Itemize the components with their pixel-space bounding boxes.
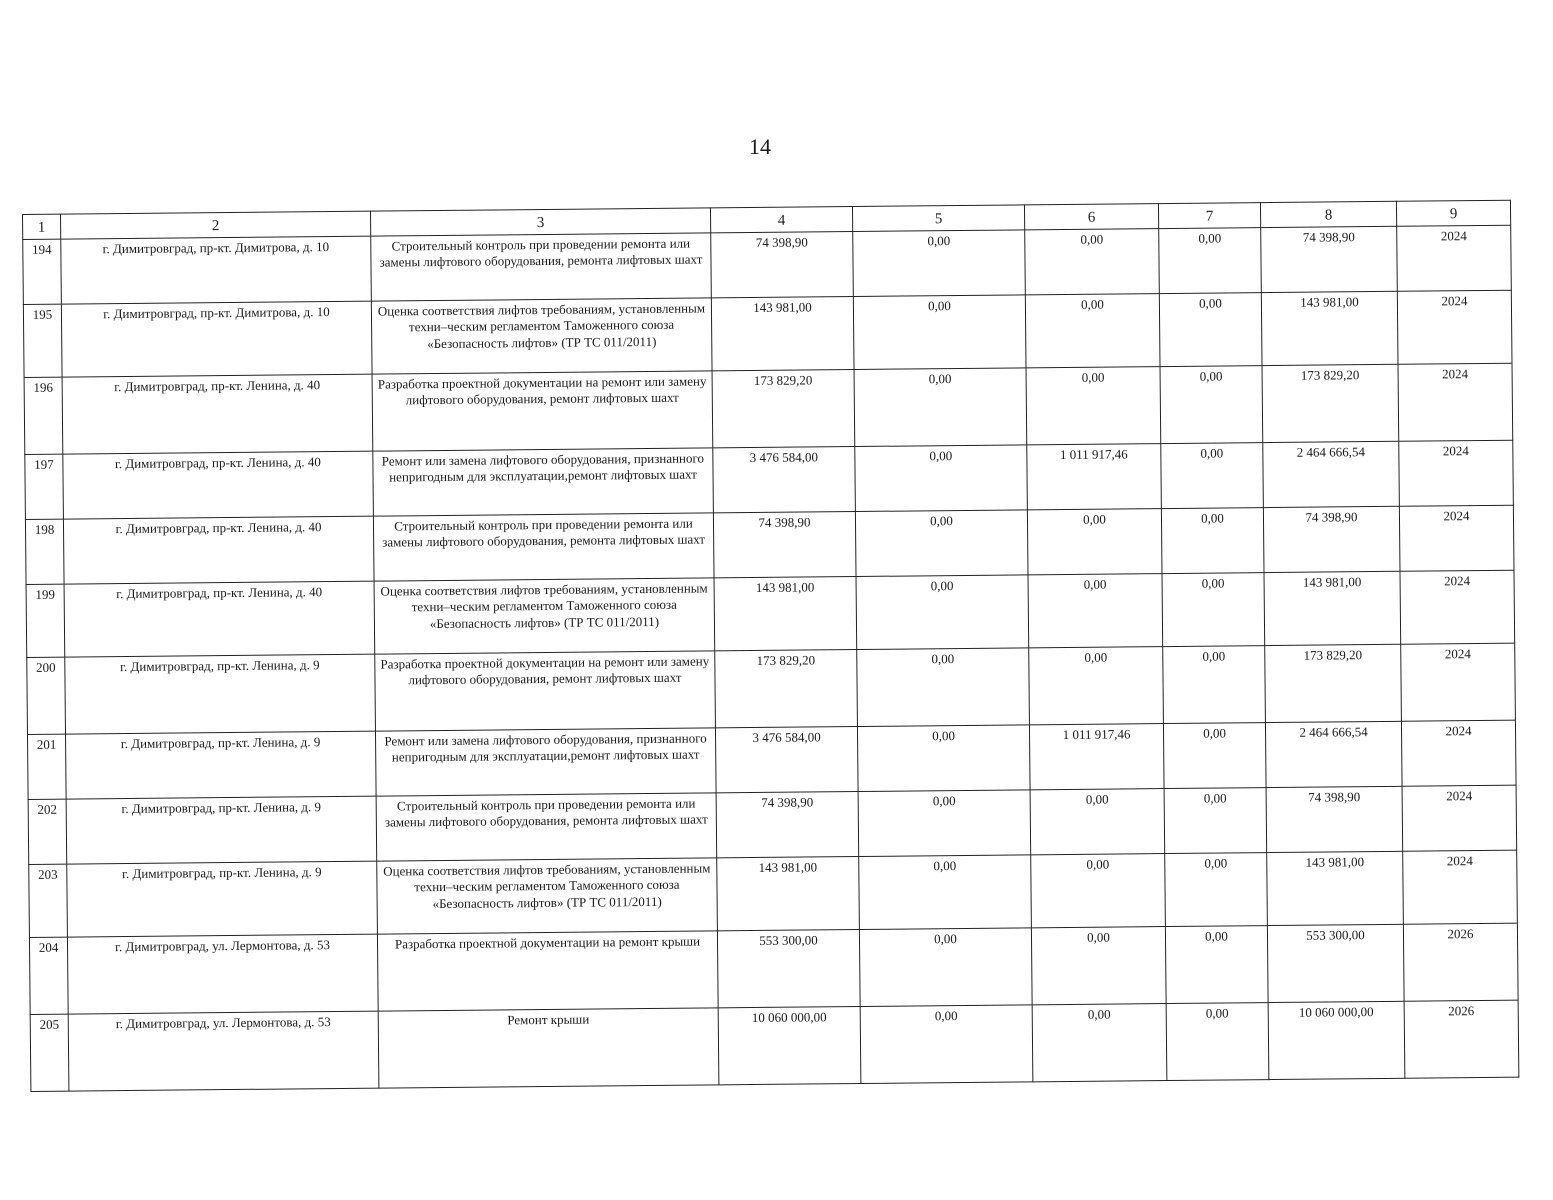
row-work-type: Ремонт или замена лифтового оборудования, признанного непригодным для эксплуатации,ремонт лифтовых шахт (373, 448, 714, 516)
row-value-col5: 0,00 (853, 295, 1026, 370)
row-number: 201 (27, 734, 66, 799)
row-year: 2024 (1399, 505, 1514, 571)
row-year: 2024 (1401, 720, 1516, 786)
row-number: 204 (29, 937, 68, 1014)
row-number: 203 (29, 864, 68, 937)
column-number: 2 (61, 211, 371, 239)
column-number: 9 (1396, 200, 1510, 226)
row-address: г. Димитровград, ул. Лермонтова, д. 53 (67, 934, 378, 1014)
row-number: 199 (26, 584, 65, 657)
row-value-col4: 553 300,00 (717, 929, 860, 1007)
row-year: 2024 (1402, 785, 1517, 851)
row-value-col8: 2 464 666,54 (1263, 441, 1400, 507)
row-address: г. Димитровград, пр-кт. Ленина, д. 40 (64, 581, 375, 657)
row-year: 2024 (1400, 570, 1515, 644)
row-year: 2024 (1398, 363, 1513, 441)
row-value-col5: 0,00 (857, 725, 1030, 792)
row-value-col4: 173 829,20 (715, 650, 858, 728)
row-value-col4: 10 060 000,00 (718, 1006, 861, 1084)
row-value-col7: 0,00 (1163, 723, 1266, 789)
row-value-col7: 0,00 (1161, 443, 1264, 509)
row-value-col4: 143 981,00 (717, 856, 860, 930)
row-number: 197 (25, 454, 64, 519)
row-value-col5: 0,00 (853, 230, 1026, 297)
row-work-type: Разработка проектной документации на ремонт или замену лифтового оборудования, ремонт лифтовых шахт (375, 651, 716, 731)
works-table-body (23, 200, 1519, 1091)
column-number: 1 (23, 214, 61, 239)
row-value-col5: 0,00 (855, 510, 1028, 577)
row-value-col5: 0,00 (856, 575, 1029, 650)
row-value-col4: 143 981,00 (711, 297, 854, 371)
row-work-type: Оценка соответствия лифтов требованиям, установленным техни–ческим регламентом Таможенного союза «Безопасность лифтов» (ТР ТС 011/2011) (371, 298, 712, 374)
row-year: 2024 (1397, 225, 1512, 291)
row-address: г. Димитровград, пр-кт. Ленина, д. 9 (66, 796, 377, 864)
row-address: г. Димитровград, пр-кт. Димитрова, д. 10 (61, 301, 372, 377)
row-year: 2026 (1403, 923, 1518, 1001)
row-address: г. Димитровград, пр-кт. Ленина, д. 40 (62, 374, 373, 454)
table-row (29, 923, 1518, 1014)
row-year: 2024 (1397, 290, 1512, 364)
column-number: 3 (370, 208, 710, 236)
row-value-col8: 143 981,00 (1267, 851, 1404, 925)
row-address: г. Димитровград, пр-кт. Ленина, д. 9 (65, 731, 376, 799)
row-value-col5: 0,00 (857, 648, 1030, 727)
row-value-col6: 0,00 (1025, 294, 1160, 368)
row-value-col6: 0,00 (1026, 367, 1161, 445)
row-work-type: Строительный контроль при проведении ремонта или замены лифтового оборудования, ремонта лифтовых шахт (376, 793, 717, 861)
row-address: г. Димитровград, пр-кт. Ленина, д. 40 (63, 516, 374, 584)
row-value-col7: 0,00 (1165, 926, 1268, 1004)
row-year: 2024 (1403, 850, 1518, 924)
row-work-type: Строительный контроль при проведении ремонта или замены лифтового оборудования, ремонта лифтовых шахт (373, 513, 714, 581)
row-value-col7: 0,00 (1160, 366, 1263, 444)
row-value-col6: 0,00 (1027, 509, 1162, 575)
row-value-col6: 0,00 (1031, 854, 1166, 928)
row-value-col7: 0,00 (1163, 646, 1266, 724)
row-work-type: Ремонт или замена лифтового оборудования, признанного непригодным для эксплуатации,ремонт лифтовых шахт (375, 728, 716, 796)
row-value-col7: 0,00 (1161, 508, 1264, 574)
row-value-col5: 0,00 (860, 1005, 1033, 1084)
row-value-col4: 74 398,90 (711, 232, 854, 298)
row-value-col8: 74 398,90 (1263, 506, 1400, 572)
row-value-col4: 3 476 584,00 (715, 727, 858, 793)
row-address: г. Димитровград, ул. Лермонтова, д. 53 (68, 1011, 379, 1091)
row-value-col8: 173 829,20 (1265, 644, 1402, 722)
works-table-container (22, 200, 1518, 1092)
row-value-col8: 74 398,90 (1266, 786, 1403, 852)
table-row (30, 1000, 1519, 1091)
row-work-type: Оценка соответствия лифтов требованиям, установленным техни–ческим регламентом Таможенного союза «Безопасность лифтов» (ТР ТС 011/2011) (374, 578, 715, 654)
row-number: 194 (23, 239, 62, 304)
row-address: г. Димитровград, пр-кт. Ленина, д. 9 (65, 654, 376, 734)
row-number: 196 (24, 377, 63, 454)
row-number: 202 (28, 799, 67, 864)
column-number: 8 (1260, 201, 1396, 227)
row-value-col8: 143 981,00 (1261, 291, 1398, 365)
row-value-col8: 553 300,00 (1267, 924, 1404, 1002)
row-number: 198 (25, 519, 64, 584)
row-value-col7: 0,00 (1162, 573, 1265, 647)
row-value-col7: 0,00 (1166, 1003, 1269, 1081)
column-number: 6 (1024, 204, 1158, 230)
row-value-col6: 0,00 (1028, 574, 1163, 648)
row-value-col6: 1 011 917,46 (1029, 724, 1164, 790)
row-value-col8: 10 060 000,00 (1268, 1001, 1405, 1079)
column-number: 4 (710, 207, 852, 233)
table-row (27, 643, 1516, 734)
row-value-col7: 0,00 (1164, 788, 1267, 854)
row-value-col6: 0,00 (1029, 647, 1164, 725)
row-value-col6: 0,00 (1030, 789, 1165, 855)
column-number: 5 (852, 205, 1024, 232)
row-value-col6: 1 011 917,46 (1027, 444, 1162, 510)
table-row (24, 363, 1513, 454)
row-number: 200 (27, 657, 66, 734)
row-value-col5: 0,00 (858, 790, 1031, 857)
column-number: 7 (1158, 203, 1260, 229)
row-work-type: Строительный контроль при проведении ремонта или замены лифтового оборудования, ремонта лифтовых шахт (371, 233, 712, 301)
row-value-col4: 3 476 584,00 (713, 447, 856, 513)
row-value-col6: 0,00 (1031, 927, 1166, 1005)
row-value-col4: 173 829,20 (712, 370, 855, 448)
row-value-col8: 173 829,20 (1262, 364, 1399, 442)
row-value-col8: 2 464 666,54 (1265, 721, 1402, 787)
row-work-type: Разработка проектной документации на ремонт или замену лифтового оборудования, ремонт лифтовых шахт (372, 371, 713, 451)
row-value-col4: 74 398,90 (713, 512, 856, 578)
row-number: 205 (30, 1014, 69, 1091)
row-year: 2024 (1399, 440, 1514, 506)
row-year: 2026 (1404, 1000, 1519, 1078)
row-value-col8: 74 398,90 (1261, 226, 1398, 292)
row-value-col5: 0,00 (855, 445, 1028, 512)
row-work-type: Оценка соответствия лифтов требованиям, установленным техни–ческим регламентом Таможенного союза «Безопасность лифтов» (ТР ТС 011/2011) (377, 858, 718, 934)
row-value-col8: 143 981,00 (1264, 571, 1401, 645)
row-value-col7: 0,00 (1165, 853, 1268, 927)
row-value-col4: 143 981,00 (714, 577, 857, 651)
row-value-col6: 0,00 (1032, 1004, 1167, 1082)
row-address: г. Димитровград, пр-кт. Ленина, д. 9 (67, 861, 378, 937)
row-value-col6: 0,00 (1025, 229, 1160, 295)
row-value-col4: 74 398,90 (716, 792, 859, 858)
page-number: 14 (749, 134, 771, 159)
row-value-col5: 0,00 (859, 928, 1032, 1007)
row-value-col7: 0,00 (1159, 293, 1262, 367)
row-address: г. Димитровград, пр-кт. Димитрова, д. 10 (61, 236, 372, 304)
row-value-col5: 0,00 (859, 855, 1032, 930)
row-work-type: Ремонт крыши (378, 1008, 719, 1088)
works-table (22, 200, 1519, 1092)
row-work-type: Разработка проектной документации на ремонт крыши (377, 931, 718, 1011)
row-address: г. Димитровград, пр-кт. Ленина, д. 40 (63, 451, 374, 519)
row-value-col7: 0,00 (1159, 228, 1262, 294)
row-value-col5: 0,00 (854, 368, 1027, 447)
row-number: 195 (23, 304, 62, 377)
row-year: 2024 (1401, 643, 1516, 721)
